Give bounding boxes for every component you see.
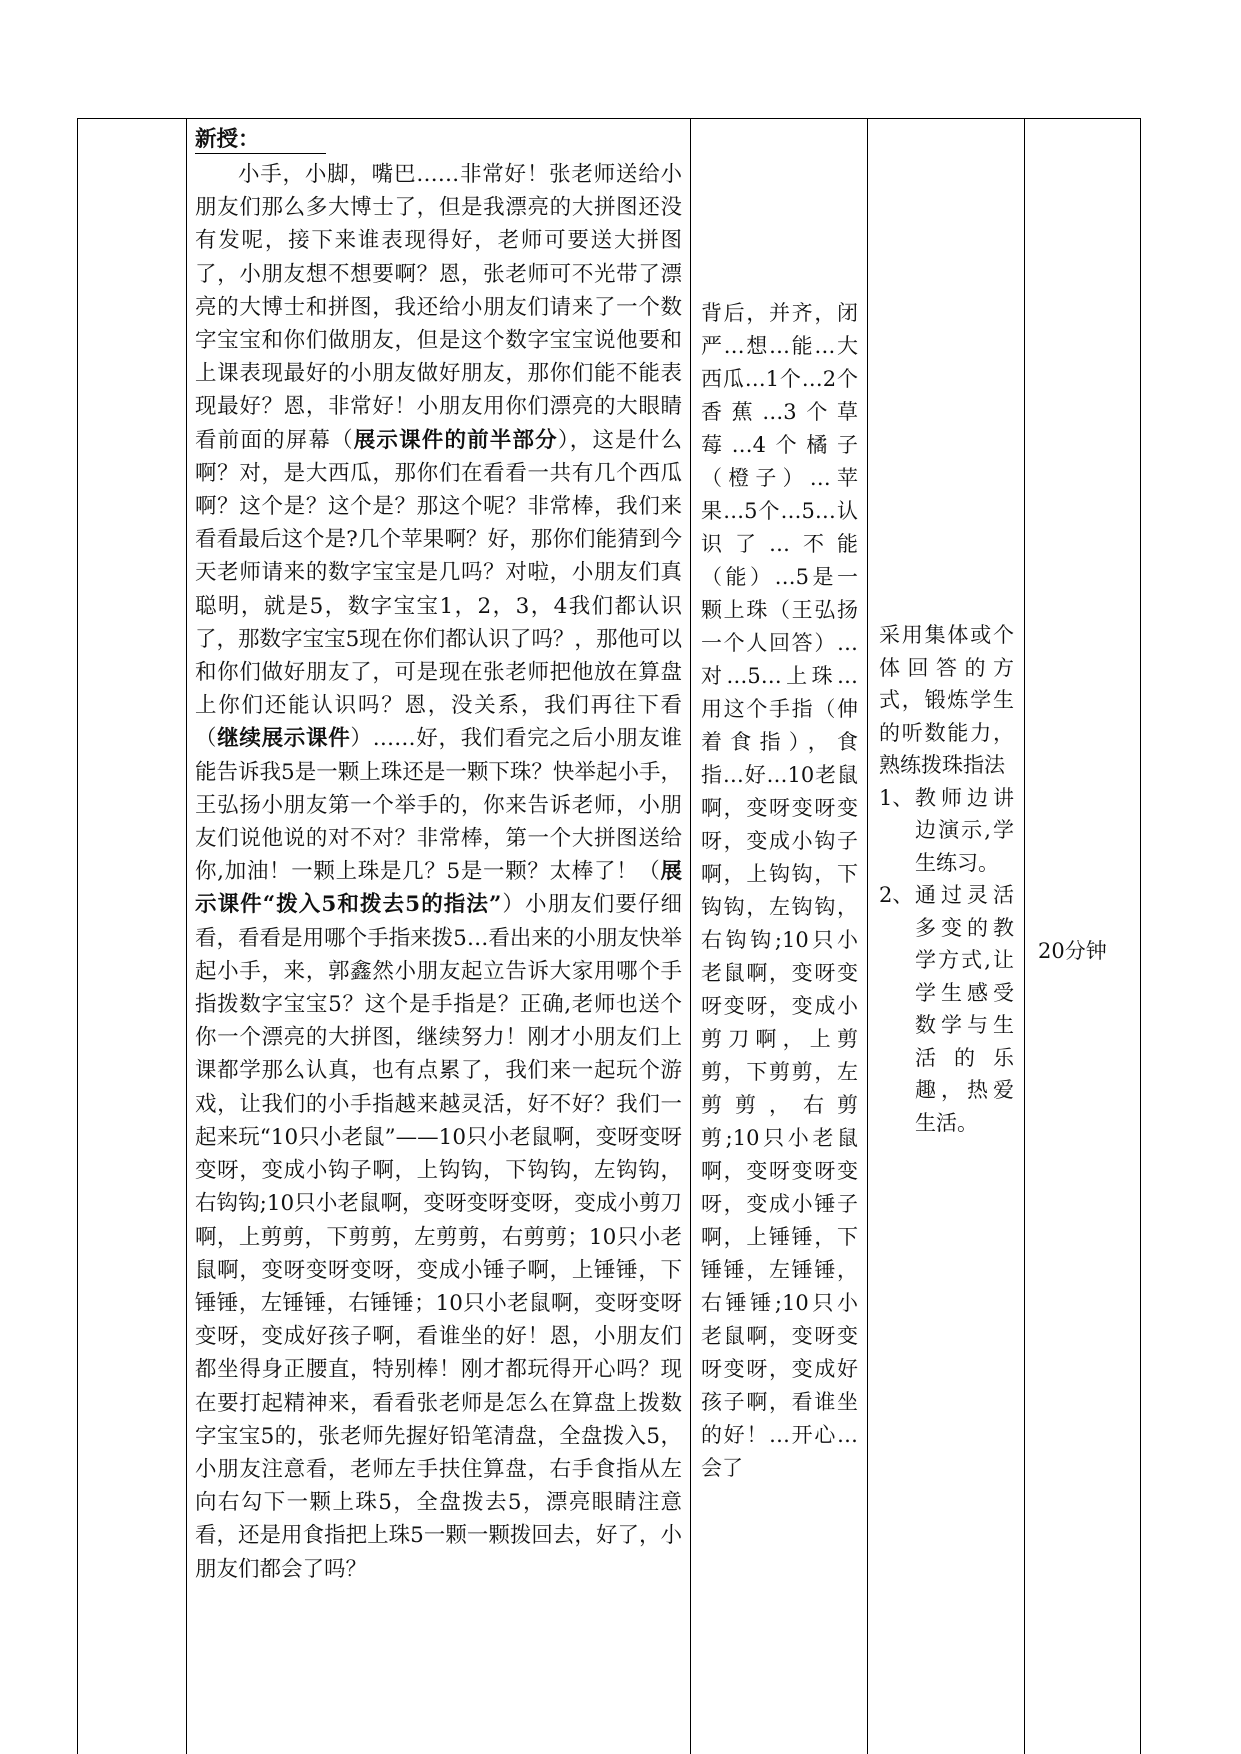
lesson-plan-table [77,118,1141,1754]
design-intent-cell [867,119,1024,1139]
narrative-text: 小手，小脚，嘴巴……非常好！张老师送给小朋友们那么多大博士了，但是我漂亮的大拼图还没有发呢，接下来谁表现得好，老师可要送大拼图了，小朋友想不想要啊？恩，张老师可不光带了漂亮的大博士和拼图，我还给小朋友们请来了一个数字宝宝和你们做朋友，但是这个数字宝宝说他要和上课表现最好的小朋友做好朋友，那你们能不能表现最好？恩，非常好！小朋友用你们漂亮的大眼睛看前面的屏幕（ [195,162,682,453]
section-heading: 新授： [195,127,326,154]
teacher-activity-cell [186,119,690,1586]
design-intent-list [879,782,1014,1140]
student-activity-text: 背后，并齐，闭严…想…能…大西瓜…1个…2个香蕉…3个草莓…4个橘子（橙子）…苹果…5个…5…认识了…不能（能）…5是一颗上珠（王弘扬一个人回答）…对…5…上珠…用这个手指（伸着食指），食指…好…10老鼠啊，变呀变呀变呀，变成小钩子啊，上钩钩，下钩钩，左钩钩，右钩钩;10只小老鼠啊，变呀变呀变呀，变成小剪刀啊，上剪剪，下剪剪，左剪剪，右剪剪;10只小老鼠啊，变呀变呀变呀，变成小锤子啊，上锤锤，下锤锤，左锤锤，右锤锤;10只小老鼠啊，变呀变呀变呀，变成好孩子啊，看谁坐的好！…开心…会了 [701,301,858,1480]
narrative-bold-text: 继续展示课件 [217,726,351,752]
narrative-text: ）小朋友们要仔细看，看看是用哪个手指来拨5…看出来的小朋友快举起小手，来，郭鑫然小朋友起立告诉大家用哪个手指拨数字宝宝5？这个是手指是？正确,老师也送个你一个漂亮的大拼图，继续努力！刚才小朋友们上课都学那么认真，也有点累了，我们来一起玩个游戏，让我们的小手指越来越灵活，好不好？我们一起来玩“10只小老鼠”——10只小老鼠啊，变呀变呀变呀，变成小钩子啊，上钩钩，下钩钩，左钩钩，右钩钩;10只小老鼠啊，变呀变呀变呀，变成小剪刀啊，上剪剪，下剪剪，左剪剪，右剪剪；10只小老鼠啊，变呀变呀变呀，变成小锤子啊，上锤锤，下锤锤，左锤锤，右锤锤；10只小老鼠啊，变呀变呀变呀，变成好孩子啊，看谁坐的好！恩，小朋友们都坐得身正腰直，特别棒！刚才都玩得开心吗？现在要打起精神来，看看张老师是怎么在算盘上拨数字宝宝5的，张老师先握好铅笔清盘，全盘拨入5，小朋友注意看，老师左手扶住算盘，右手食指从左向右勾下一颗上珠5，全盘拨去5，漂亮眼睛注意看，还是用食指把上珠5一颗一颗拨回去，好了，小朋友们都会了吗？ [195,892,682,1582]
design-intent-intro: 采用集体或个体回答的方式，锻炼学生的听数能力，熟练拨珠指法 [879,623,1014,777]
list-item-number: 1、 [879,785,914,810]
list-item [879,782,1014,880]
narrative-text: ），这是什么啊？对，是大西瓜，那你们在看看一共有几个西瓜啊？这个是？这个是？那这个呢？非常棒，我们来看看最后这个是?几个苹果啊？好，那你们能猜到今天老师请来的数字宝宝是几吗？对啦，小朋友们真聪明，就是5，数字宝宝1，2，3，4我们都认识了，那数字宝宝5现在你们都认识了吗？，那他可以和你们做好朋友了，可是现在张老师把他放在算盘上你们还能认识吗？恩，没关系，我们再往下看（ [195,427,682,752]
time-cell [1024,119,1142,967]
narrative-bold-text: 展示课件“拨入5和拨去5的指法” [195,859,682,918]
teaching-narrative [195,158,682,1586]
list-item-number: 2、 [879,883,914,907]
time-allocation: 20分钟 [1038,939,1107,963]
narrative-bold-text: 展示课件的前半部分 [353,427,558,453]
student-activity-cell [690,119,867,1485]
list-item-text: 通过灵活多变的教学方式,让学生感受数学与生活的乐趣，热爱生活。 [915,883,1014,1135]
design-intent-block [879,619,1014,1139]
list-item [879,879,1014,1139]
list-item-text: 教师边讲边演示,学生练习。 [915,785,1014,875]
narrative-text: ）……好，我们看完之后小朋友谁能告诉我5是一颗上珠还是一颗下珠？快举起小手，王弘扬小朋友第一个举手的，你来告诉老师，小朋友们说他说的对不对？非常棒，第一个大拼图送给你,加油！一颗上珠是几？5是一颗？太棒了！（ [195,726,682,885]
